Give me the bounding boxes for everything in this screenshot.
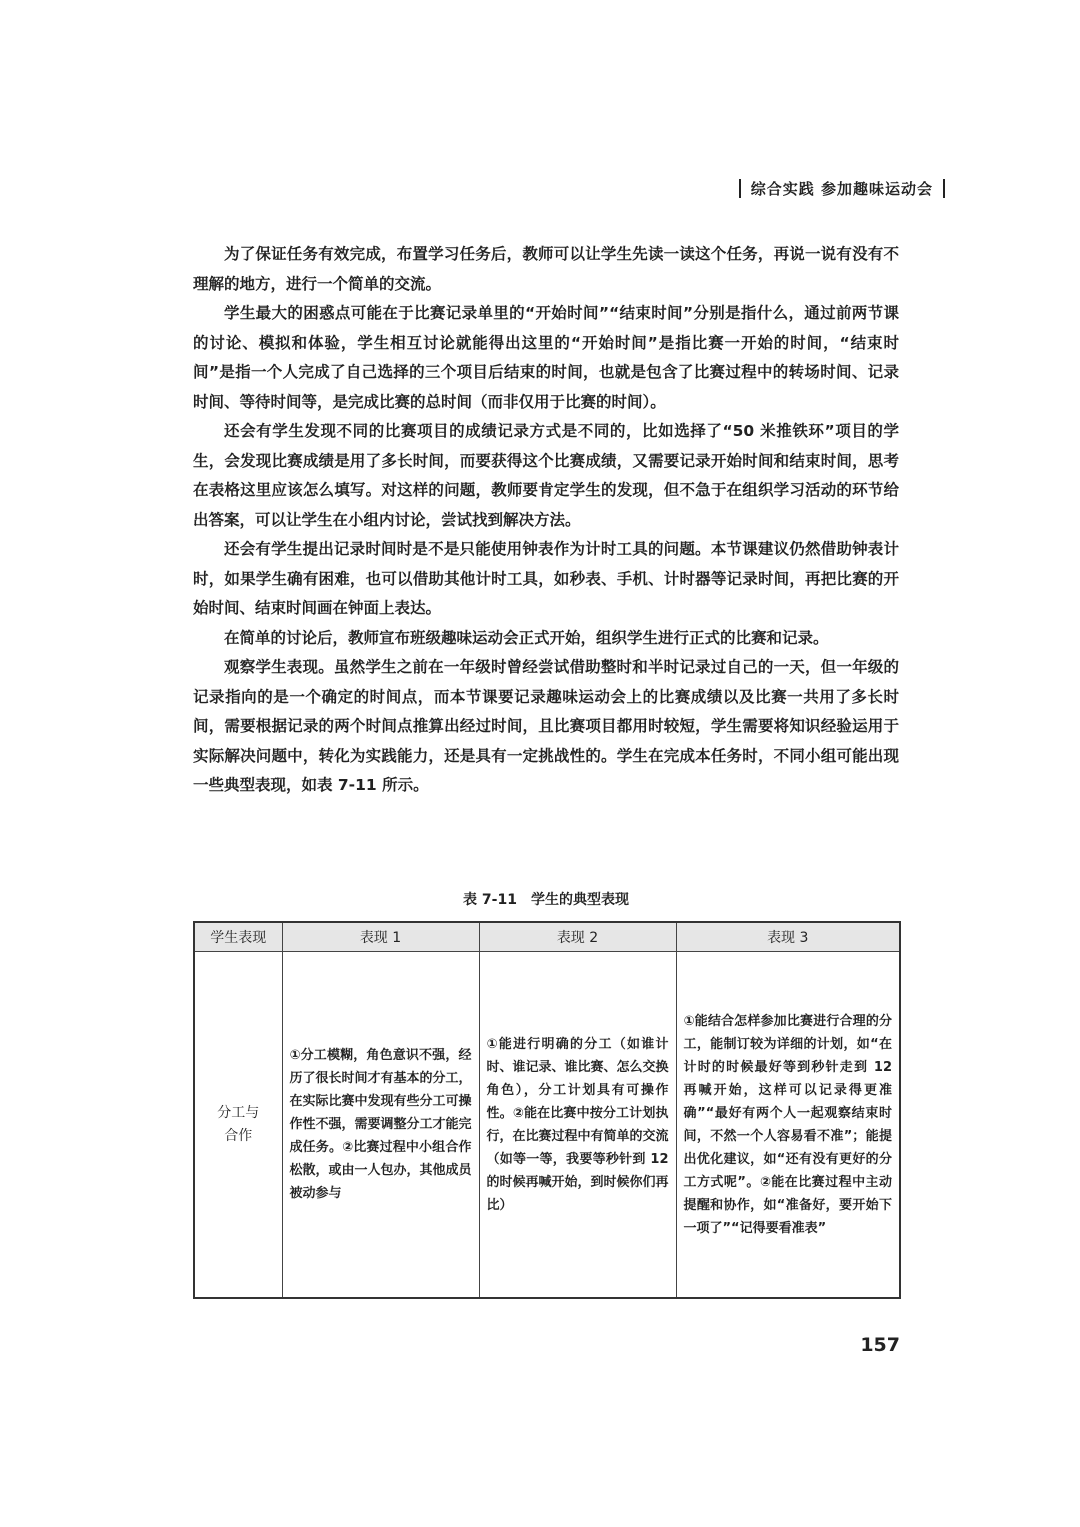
running-header: [700, 178, 945, 199]
paragraph-lead: 观察学生表现。: [224, 658, 334, 676]
header-label: 综合实践 参加趣味运动会: [750, 180, 933, 198]
paragraph-text: 在简单的讨论后，教师宣布班级趣味运动会正式开始，组织学生进行正式的比赛和记录。: [224, 628, 829, 647]
table-row: [194, 952, 900, 1299]
paragraph-text: 还会有学生发现不同的比赛项目的成绩记录方式是不同的，比如选择了“50 米推铁环”项目的学生，会发现比赛成绩是用了多长时间，而要获得这个比赛成绩，又需要记录开始时间和结束时间，思考在表格这里应该怎么填写。对这样的问题，教师要肯定学生的发现，但不急于在组织学习活动的环节给出答案，可以让学生在小组内讨论，尝试找到解决方法。: [193, 422, 899, 529]
paragraph: [193, 653, 899, 801]
header-bar-left: [739, 179, 741, 198]
body-text: [193, 240, 899, 801]
page-number: 157: [860, 1334, 900, 1356]
table-cell: ①能结合怎样参加比赛进行合理的分工，能制订较为详细的计划，如“在计时的时候最好等到秒针走到 12 再喊开始，这样可以记录得更准确”“最好有两个人一起观察结束时间，不然一个人容易看不准”；能提出优化建议，如“还有没有更好的分工方式呢”。②能在比赛过程中主动提醒和协作，如“准备好，要开始下一项了”“记得要看准表”: [676, 952, 900, 1299]
table-header-cell: 表现 2: [479, 922, 676, 952]
paragraph-text: 学生最大的困惑点可能在于比赛记录单里的“开始时间”“结束时间”分别是指什么，通过前两节课的讨论、模拟和体验，学生相互讨论就能得出这里的“开始时间”是指比赛一开始的时间，“结束时间”是指一个人完成了自己选择的三个项目后结束的时间，也就是包含了比赛过程中的转场时间、记录时间、等待时间等，是完成比赛的总时间（而非仅用于比赛的时间）。: [193, 304, 899, 411]
paragraph-text: 还会有学生提出记录时间时是不是只能使用钟表作为计时工具的问题。本节课建议仍然借助钟表计时，如果学生确有困难，也可以借助其他计时工具，如秒表、手机、计时器等记录时间，再把比赛的开始时间、结束时间画在钟面上表达。: [193, 540, 899, 617]
paragraph-text: 虽然学生之前在一年级时曾经尝试借助整时和半时记录过自己的一天，但一年级的记录指向的是一个确定的时间点，而本节课要记录趣味运动会上的比赛成绩以及比赛一共用了多长时间，需要根据记录的两个时间点推算出经过时间，且比赛项目都用时较短，学生需要将知识经验运用于实际解决问题中，转化为实践能力，还是具有一定挑战性的。学生在完成本任务时，不同小组可能出现一些典型表现，如表 7-11 所示。: [193, 658, 899, 794]
paragraph: [193, 417, 899, 535]
performance-table: [193, 921, 901, 1299]
row-label: 分工与合作: [217, 1104, 260, 1144]
paragraph: [193, 535, 899, 624]
paragraph: [193, 299, 899, 417]
table-header-row: [194, 922, 900, 952]
table-header-cell: 学生表现: [194, 922, 282, 952]
table-cell: ①能进行明确的分工（如谁计时、谁记录、谁比赛、怎么交换角色），分工计划具有可操作性。②能在比赛中按分工计划执行，在比赛过程中有简单的交流（如等一等，我要等秒针到 12 的时候再喊开始，到时候你们再比）: [479, 952, 676, 1299]
table-header-cell: 表现 3: [676, 922, 900, 952]
paragraph: [193, 624, 899, 654]
paragraph: [193, 240, 899, 299]
table-caption: 表 7-11 学生的典型表现: [463, 892, 629, 908]
row-label-cell: [194, 952, 282, 1299]
table-cell: ①分工模糊，角色意识不强，经历了很长时间才有基本的分工，在实际比赛中发现有些分工可操作性不强，需要调整分工才能完成任务。②比赛过程中小组合作松散，或由一人包办，其他成员被动参与: [282, 952, 479, 1299]
paragraph-text: 为了保证任务有效完成，布置学习任务后，教师可以让学生先读一读这个任务，再说一说有没有不理解的地方，进行一个简单的交流。: [193, 245, 899, 293]
header-bar-right: [943, 179, 945, 198]
table-header-cell: 表现 1: [282, 922, 479, 952]
